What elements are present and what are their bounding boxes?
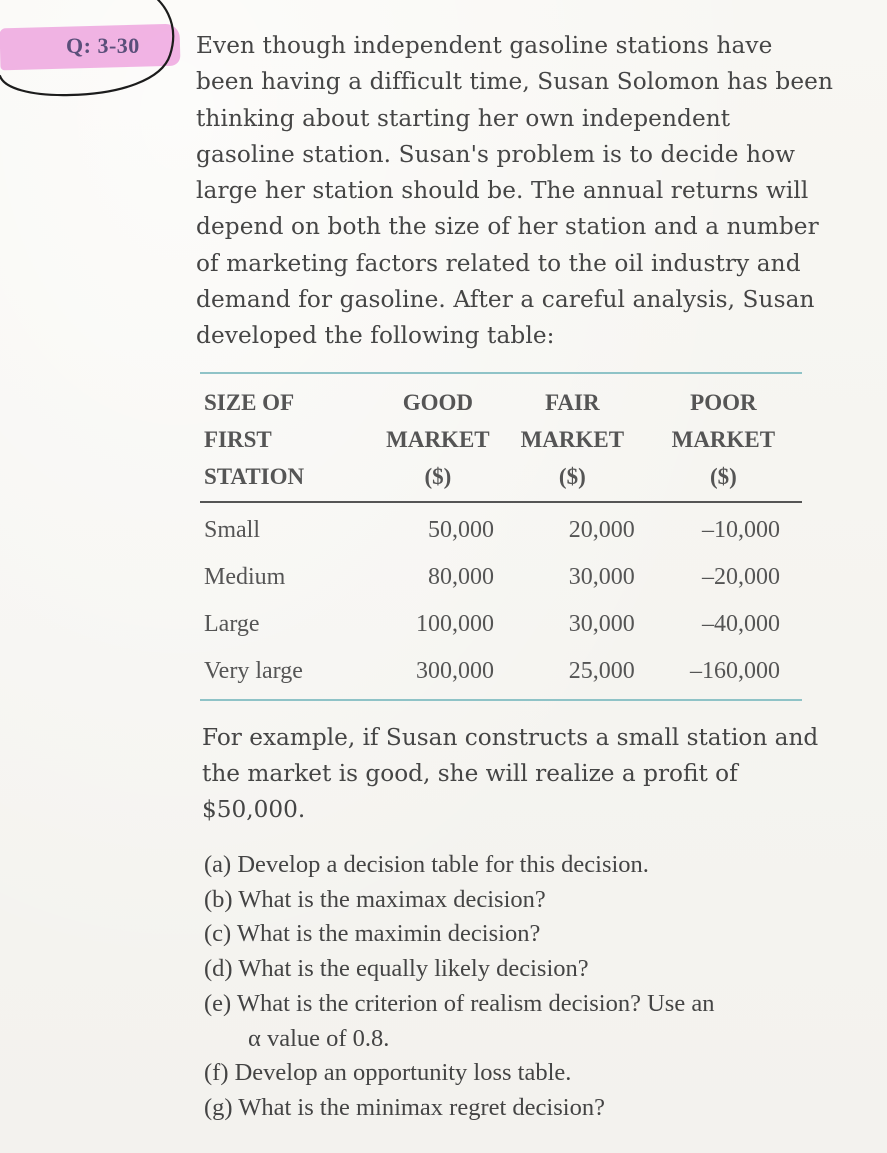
cell-poor: –40,000 <box>702 611 780 637</box>
cell-poor: –20,000 <box>702 564 780 590</box>
cell-good: 50,000 <box>427 517 494 543</box>
table-row <box>200 507 802 554</box>
header-line: STATION <box>204 464 305 489</box>
row-size: Small <box>204 517 261 543</box>
question-e: (e) What is the criterion of realism decision? Use an <box>204 989 715 1017</box>
table-header <box>200 384 802 495</box>
row-size: Very large <box>204 658 303 684</box>
header-line: MARKET <box>386 427 490 452</box>
table-header-rule <box>200 501 802 503</box>
cell-good: 100,000 <box>415 611 494 637</box>
header-good-market <box>376 384 500 495</box>
cell-fair: 25,000 <box>568 658 635 684</box>
cell-fair: 20,000 <box>568 517 635 543</box>
row-size: Medium <box>204 564 286 590</box>
table-row <box>200 601 802 648</box>
payoff-table <box>200 372 802 701</box>
header-line: FIRST <box>204 427 272 452</box>
table-row <box>200 648 802 695</box>
header-line: GOOD <box>402 390 474 415</box>
header-size-of-first-station <box>200 384 376 495</box>
header-line: POOR <box>690 390 757 415</box>
cell-poor: –160,000 <box>690 658 780 684</box>
question-d: (d) What is the equally likely decision? <box>204 955 589 983</box>
cell-good: 80,000 <box>427 564 494 590</box>
header-line: FAIR <box>545 390 600 415</box>
question-e-continuation: α value of 0.8. <box>248 1024 390 1052</box>
question-a: (a) Develop a decision table for this decision. <box>204 851 649 878</box>
header-line: MARKET <box>671 427 776 452</box>
problem-number: Q: 3-30 <box>66 33 140 58</box>
cell-good: 300,000 <box>415 658 494 684</box>
question-g: (g) What is the minimax regret decision? <box>204 1093 605 1121</box>
header-fair-market <box>500 384 645 495</box>
question-list <box>204 848 844 1126</box>
problem-intro-text: Even though independent gasoline stations have been having a difficult time, Susan Solomon has been thinking about starting her own independent gasoline station. Susan's problem is to decide how large her station should be. The annual returns will depend on both the size of her station and a number of marketing factors related to the oil industry and demand for gasoline. After a careful analysis, Susan developed the following table: <box>196 32 834 350</box>
table-bottom-rule <box>200 699 802 701</box>
question-b: (b) What is the maximax decision? <box>204 885 546 913</box>
header-line: ($) <box>558 464 586 489</box>
header-line: ($) <box>709 464 737 489</box>
header-line: ($) <box>424 464 452 489</box>
table-row <box>200 554 802 601</box>
cell-fair: 30,000 <box>568 611 635 637</box>
table-top-rule <box>200 372 802 374</box>
row-size: Large <box>204 611 260 637</box>
cell-poor: –10,000 <box>702 517 780 543</box>
header-line: MARKET <box>520 427 625 452</box>
question-c: (c) What is the maximin decision? <box>204 920 541 948</box>
example-text: For example, if Susan constructs a small station and the market is good, she will realize a profit of $50,000. <box>202 724 819 823</box>
header-line: SIZE OF <box>204 390 295 415</box>
header-poor-market <box>645 384 802 495</box>
question-f: (f) Develop an opportunity loss table. <box>204 1059 572 1087</box>
table-body <box>200 507 802 695</box>
cell-fair: 30,000 <box>568 564 635 590</box>
